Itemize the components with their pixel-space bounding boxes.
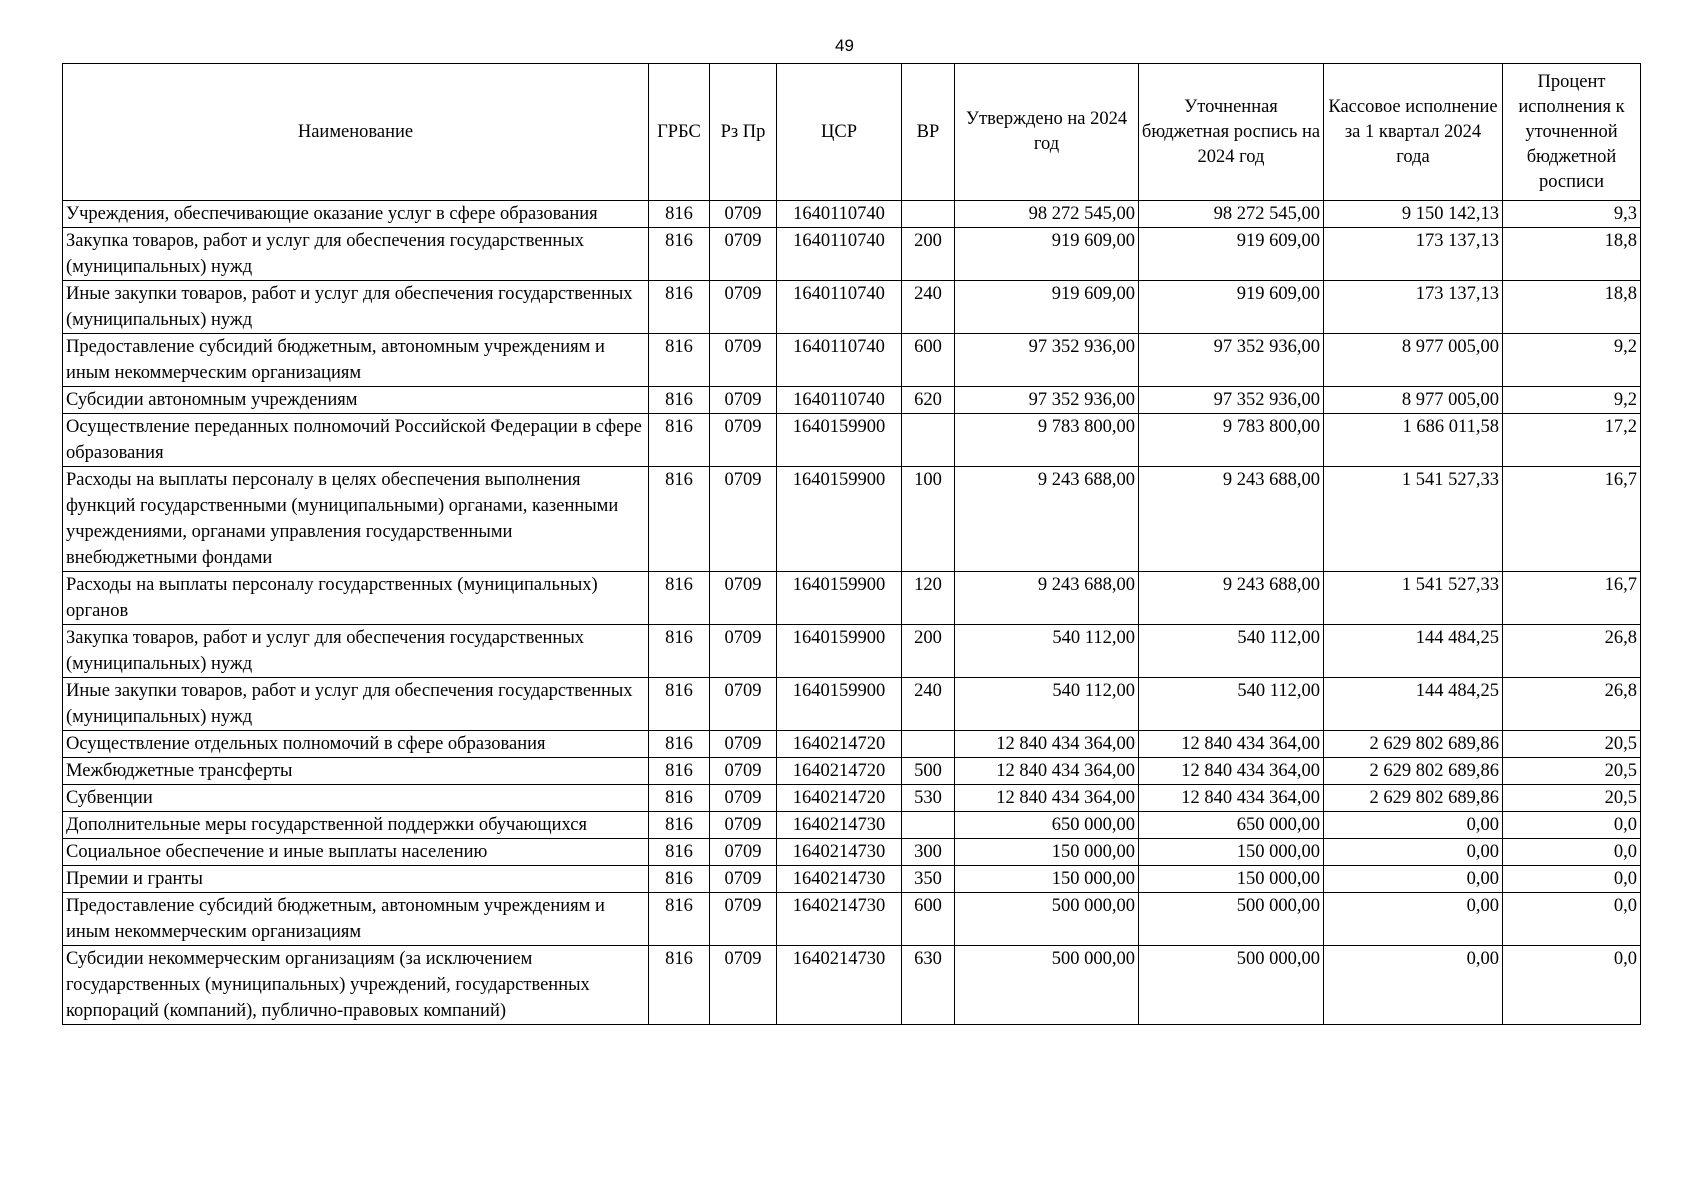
table-row [63,625,1641,678]
cell-grbs: 816 [649,414,710,467]
cell-cash: 0,00 [1324,946,1503,1025]
cell-approved: 919 609,00 [955,228,1139,281]
cell-csr: 1640214730 [777,839,902,866]
cell-refined: 12 840 434 364,00 [1139,731,1324,758]
cell-cash: 144 484,25 [1324,678,1503,731]
cell-name: Предоставление субсидий бюджетным, автономным учреждениям и иным некоммерческим организациям [63,334,649,387]
table-row [63,812,1641,839]
header-cash: Кассовое исполнение за 1 квартал 2024 года [1324,64,1503,201]
cell-percent: 18,8 [1503,228,1641,281]
cell-percent: 26,8 [1503,625,1641,678]
header-refined: Уточненная бюджетная роспись на 2024 год [1139,64,1324,201]
cell-name: Дополнительные меры государственной поддержки обучающихся [63,812,649,839]
cell-vr [902,201,955,228]
cell-name: Иные закупки товаров, работ и услуг для обеспечения государственных (муниципальных) нужд [63,281,649,334]
cell-percent: 16,7 [1503,467,1641,572]
cell-name: Расходы на выплаты персоналу в целях обеспечения выполнения функций государственными (муниципальными) органами, казенными учреждениями, органами управления государственными внебюджетными фондами [63,467,649,572]
cell-csr: 1640214720 [777,731,902,758]
cell-cash: 144 484,25 [1324,625,1503,678]
cell-grbs: 816 [649,228,710,281]
cell-csr: 1640159900 [777,467,902,572]
cell-rzpr: 0709 [710,946,777,1025]
cell-cash: 2 629 802 689,86 [1324,785,1503,812]
cell-percent: 0,0 [1503,893,1641,946]
cell-grbs: 816 [649,387,710,414]
cell-csr: 1640214720 [777,785,902,812]
cell-csr: 1640110740 [777,201,902,228]
table-row [63,758,1641,785]
cell-percent: 0,0 [1503,839,1641,866]
cell-name: Осуществление отдельных полномочий в сфере образования [63,731,649,758]
cell-rzpr: 0709 [710,839,777,866]
cell-approved: 98 272 545,00 [955,201,1139,228]
cell-approved: 650 000,00 [955,812,1139,839]
cell-percent: 9,3 [1503,201,1641,228]
cell-refined: 500 000,00 [1139,893,1324,946]
cell-cash: 8 977 005,00 [1324,334,1503,387]
cell-cash: 1 541 527,33 [1324,572,1503,625]
cell-name: Иные закупки товаров, работ и услуг для обеспечения государственных (муниципальных) нужд [63,678,649,731]
cell-approved: 12 840 434 364,00 [955,758,1139,785]
header-percent: Процент исполнения к уточненной бюджетной росписи [1503,64,1641,201]
cell-percent: 0,0 [1503,866,1641,893]
table-row [63,678,1641,731]
cell-refined: 12 840 434 364,00 [1139,758,1324,785]
cell-cash: 2 629 802 689,86 [1324,731,1503,758]
cell-rzpr: 0709 [710,866,777,893]
cell-grbs: 816 [649,785,710,812]
cell-grbs: 816 [649,334,710,387]
cell-name: Социальное обеспечение и иные выплаты населению [63,839,649,866]
cell-rzpr: 0709 [710,785,777,812]
cell-rzpr: 0709 [710,625,777,678]
table-row [63,228,1641,281]
cell-vr: 240 [902,281,955,334]
table-row [63,201,1641,228]
cell-refined: 540 112,00 [1139,678,1324,731]
cell-grbs: 816 [649,201,710,228]
table-row [63,414,1641,467]
page-number: 49 [835,36,854,55]
cell-name: Субсидии некоммерческим организациям (за исключением государственных (муниципальных) учреждений, государственных корпораций (компаний), публично-правовых компаний) [63,946,649,1025]
cell-refined: 150 000,00 [1139,866,1324,893]
cell-refined: 650 000,00 [1139,812,1324,839]
cell-csr: 1640159900 [777,625,902,678]
table-header-row [63,64,1641,201]
cell-vr: 600 [902,334,955,387]
cell-cash: 173 137,13 [1324,281,1503,334]
cell-name: Осуществление переданных полномочий Российской Федерации в сфере образования [63,414,649,467]
cell-approved: 150 000,00 [955,866,1139,893]
cell-approved: 919 609,00 [955,281,1139,334]
cell-vr: 100 [902,467,955,572]
header-approved: Утверждено на 2024 год [955,64,1139,201]
cell-vr: 630 [902,946,955,1025]
cell-csr: 1640214730 [777,893,902,946]
cell-rzpr: 0709 [710,414,777,467]
cell-rzpr: 0709 [710,334,777,387]
cell-refined: 919 609,00 [1139,281,1324,334]
cell-approved: 9 243 688,00 [955,572,1139,625]
cell-csr: 1640110740 [777,228,902,281]
cell-grbs: 816 [649,678,710,731]
cell-csr: 1640159900 [777,572,902,625]
header-csr: ЦСР [777,64,902,201]
cell-name: Закупка товаров, работ и услуг для обеспечения государственных (муниципальных) нужд [63,228,649,281]
cell-rzpr: 0709 [710,812,777,839]
cell-rzpr: 0709 [710,467,777,572]
cell-percent: 18,8 [1503,281,1641,334]
cell-name: Закупка товаров, работ и услуг для обеспечения государственных (муниципальных) нужд [63,625,649,678]
cell-csr: 1640110740 [777,387,902,414]
cell-cash: 2 629 802 689,86 [1324,758,1503,785]
cell-csr: 1640110740 [777,281,902,334]
header-grbs: ГРБС [649,64,710,201]
cell-rzpr: 0709 [710,228,777,281]
cell-csr: 1640159900 [777,414,902,467]
cell-grbs: 816 [649,572,710,625]
header-rzpr: Рз Пр [710,64,777,201]
cell-vr: 500 [902,758,955,785]
cell-approved: 150 000,00 [955,839,1139,866]
cell-vr: 600 [902,893,955,946]
cell-csr: 1640214730 [777,812,902,839]
cell-refined: 97 352 936,00 [1139,387,1324,414]
table-row [63,467,1641,572]
cell-rzpr: 0709 [710,281,777,334]
cell-grbs: 816 [649,893,710,946]
cell-grbs: 816 [649,467,710,572]
cell-name: Субвенции [63,785,649,812]
cell-approved: 12 840 434 364,00 [955,731,1139,758]
cell-rzpr: 0709 [710,893,777,946]
cell-csr: 1640214730 [777,946,902,1025]
cell-grbs: 816 [649,281,710,334]
cell-percent: 16,7 [1503,572,1641,625]
cell-refined: 9 783 800,00 [1139,414,1324,467]
cell-percent: 17,2 [1503,414,1641,467]
table-row [63,281,1641,334]
cell-cash: 1 686 011,58 [1324,414,1503,467]
cell-rzpr: 0709 [710,731,777,758]
budget-execution-table [62,63,1641,1025]
cell-vr [902,812,955,839]
cell-approved: 9 783 800,00 [955,414,1139,467]
cell-approved: 12 840 434 364,00 [955,785,1139,812]
cell-grbs: 816 [649,866,710,893]
table-row [63,731,1641,758]
cell-cash: 1 541 527,33 [1324,467,1503,572]
cell-refined: 540 112,00 [1139,625,1324,678]
table-row [63,839,1641,866]
table-row [63,387,1641,414]
cell-vr: 530 [902,785,955,812]
cell-cash: 0,00 [1324,866,1503,893]
cell-csr: 1640214720 [777,758,902,785]
cell-vr: 200 [902,228,955,281]
cell-name: Премии и гранты [63,866,649,893]
cell-grbs: 816 [649,839,710,866]
table-row [63,893,1641,946]
cell-percent: 20,5 [1503,758,1641,785]
cell-refined: 919 609,00 [1139,228,1324,281]
cell-grbs: 816 [649,758,710,785]
cell-percent: 9,2 [1503,334,1641,387]
cell-vr: 240 [902,678,955,731]
cell-csr: 1640110740 [777,334,902,387]
cell-approved: 540 112,00 [955,678,1139,731]
cell-rzpr: 0709 [710,387,777,414]
cell-rzpr: 0709 [710,678,777,731]
table-row [63,785,1641,812]
cell-approved: 540 112,00 [955,625,1139,678]
cell-name: Предоставление субсидий бюджетным, автономным учреждениям и иным некоммерческим организациям [63,893,649,946]
cell-rzpr: 0709 [710,758,777,785]
cell-percent: 0,0 [1503,946,1641,1025]
cell-vr: 350 [902,866,955,893]
cell-cash: 0,00 [1324,812,1503,839]
header-vr: ВР [902,64,955,201]
cell-vr [902,731,955,758]
cell-csr: 1640214730 [777,866,902,893]
cell-cash: 0,00 [1324,893,1503,946]
cell-percent: 9,2 [1503,387,1641,414]
cell-percent: 20,5 [1503,785,1641,812]
table-row [63,334,1641,387]
cell-refined: 97 352 936,00 [1139,334,1324,387]
cell-grbs: 816 [649,812,710,839]
cell-refined: 98 272 545,00 [1139,201,1324,228]
cell-approved: 9 243 688,00 [955,467,1139,572]
cell-approved: 97 352 936,00 [955,334,1139,387]
cell-refined: 9 243 688,00 [1139,467,1324,572]
cell-cash: 8 977 005,00 [1324,387,1503,414]
cell-vr: 200 [902,625,955,678]
cell-grbs: 816 [649,625,710,678]
cell-name: Учреждения, обеспечивающие оказание услуг в сфере образования [63,201,649,228]
cell-cash: 173 137,13 [1324,228,1503,281]
cell-approved: 500 000,00 [955,946,1139,1025]
cell-approved: 500 000,00 [955,893,1139,946]
cell-percent: 26,8 [1503,678,1641,731]
cell-vr: 300 [902,839,955,866]
cell-percent: 20,5 [1503,731,1641,758]
cell-refined: 500 000,00 [1139,946,1324,1025]
header-name: Наименование [63,64,649,201]
cell-cash: 9 150 142,13 [1324,201,1503,228]
cell-grbs: 816 [649,731,710,758]
cell-csr: 1640159900 [777,678,902,731]
table-row [63,946,1641,1025]
cell-refined: 9 243 688,00 [1139,572,1324,625]
cell-rzpr: 0709 [710,201,777,228]
cell-approved: 97 352 936,00 [955,387,1139,414]
cell-grbs: 816 [649,946,710,1025]
cell-vr: 620 [902,387,955,414]
cell-percent: 0,0 [1503,812,1641,839]
cell-name: Межбюджетные трансферты [63,758,649,785]
cell-refined: 150 000,00 [1139,839,1324,866]
cell-name: Субсидии автономным учреждениям [63,387,649,414]
cell-cash: 0,00 [1324,839,1503,866]
cell-vr [902,414,955,467]
table-row [63,572,1641,625]
cell-name: Расходы на выплаты персоналу государственных (муниципальных) органов [63,572,649,625]
cell-rzpr: 0709 [710,572,777,625]
table-row [63,866,1641,893]
cell-vr: 120 [902,572,955,625]
cell-refined: 12 840 434 364,00 [1139,785,1324,812]
